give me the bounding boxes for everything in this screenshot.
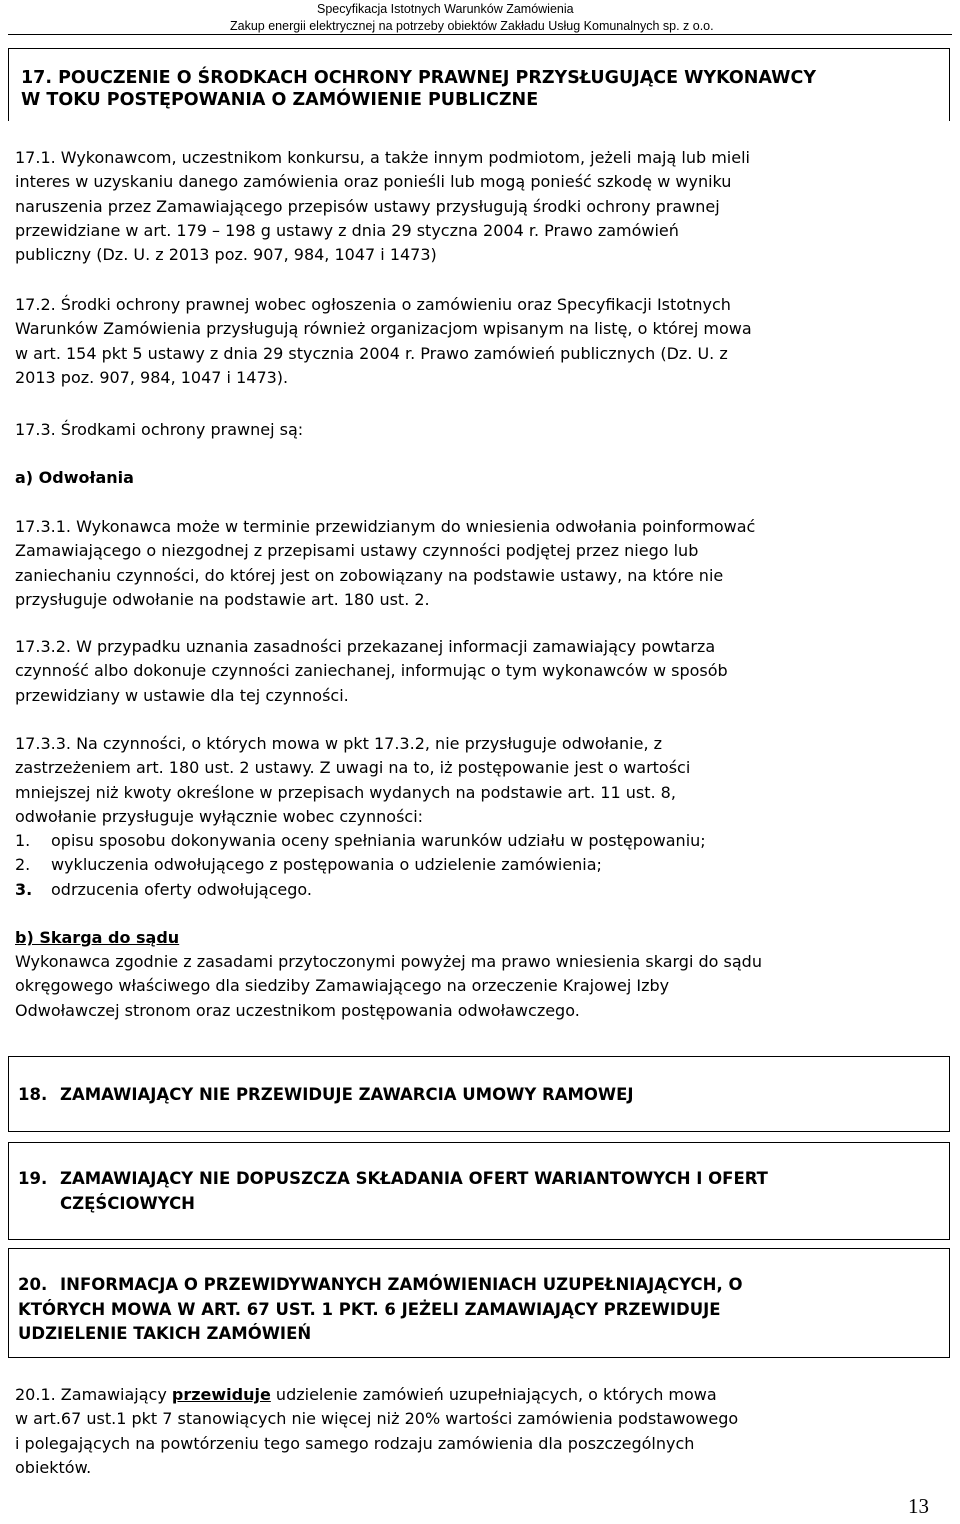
paragraph-line: 2013 poz. 907, 984, 1047 i 1473). bbox=[15, 367, 289, 387]
paragraph-line: odwołanie przysługuje wyłącznie wobec czynności: bbox=[15, 806, 424, 826]
header-title: Specyfikacja Istotnych Warunków Zamówienia bbox=[317, 2, 574, 16]
section-20-title-line1: INFORMACJA O PRZEWIDYWANYCH ZAMÓWIENIACH UZUPEŁNIAJĄCYCH, O bbox=[60, 1275, 743, 1294]
paragraph-line: przewidziane w art. 179 – 198 g ustawy z dnia 29 styczna 2004 r. Prawo zamówień bbox=[15, 220, 679, 240]
emphasis-przewiduje: przewiduje bbox=[171, 1385, 271, 1404]
section-19-heading bbox=[18, 1167, 943, 1216]
paragraph-line bbox=[15, 1383, 935, 1407]
section-19-number: 19. bbox=[18, 1169, 48, 1188]
paragraph-line: 17.2. Środki ochrony prawnej wobec ogłoszenia o zamówieniu oraz Specyfikacji Istotnych bbox=[15, 295, 731, 314]
section-20-number: 20. bbox=[18, 1275, 48, 1294]
paragraph-line: 17.3.3. Na czynności, o których mowa w pkt 17.3.2, nie przysługuje odwołanie, z bbox=[15, 734, 663, 753]
section-18-title: ZAMAWIAJĄCY NIE PRZEWIDUJE ZAWARCIA UMOWY RAMOWEJ bbox=[60, 1085, 634, 1104]
paragraph-20-1 bbox=[15, 1383, 935, 1480]
subheading-odwolania: a) Odwołania bbox=[15, 468, 134, 487]
section-17-heading-box bbox=[8, 48, 950, 121]
paragraph-line: interes w uzyskaniu danego zamówienia oraz ponieśli lub mogą ponieść szkodę w wyniku bbox=[15, 172, 732, 192]
section-18-number: 18. bbox=[18, 1085, 48, 1104]
section-17-heading-line1: 17. POUCZENIE O ŚRODKACH OCHRONY PRAWNEJ PRZYSŁUGUJĄCE WYKONAWCY bbox=[21, 68, 816, 88]
header-subtitle: Zakup energii elektrycznej na potrzeby obiektów Zakładu Usług Komunalnych sp. z o.o. bbox=[230, 19, 714, 33]
list-item-text: wykluczenia odwołującego z postępowania o udzielenie zamówienia; bbox=[51, 855, 602, 875]
paragraph-line: 17.3.2. W przypadku uznania zasadności przekazanej informacji zamawiający powtarza bbox=[15, 637, 716, 656]
paragraph-line: Zamawiającego o niezgodnej z przepisami ustawy czynności podjętej przez niego lub bbox=[15, 541, 699, 561]
subheading-skarga: b) Skarga do sądu bbox=[15, 928, 180, 947]
paragraph-line: Warunków Zamówienia przysługują również organizacjom wpisanym na listę, o której mowa bbox=[15, 319, 752, 339]
section-19-title-line2: CZĘŚCIOWYCH bbox=[60, 1193, 195, 1213]
paragraph-line: 17.3.1. Wykonawca może w terminie przewidzianym do wniesienia odwołania poinformować bbox=[15, 517, 756, 536]
paragraph-skarga bbox=[15, 950, 950, 1023]
page-number: 13 bbox=[908, 1494, 929, 1518]
list-item-number: 2. bbox=[15, 855, 31, 875]
paragraph-line: okręgowego właściwego dla siedziby Zamawiającego na orzeczenie Krajowej Izby bbox=[15, 976, 670, 996]
paragraph-line: naruszenia przez Zamawiającego przepisów ustawy przysługują środki ochrony prawnej bbox=[15, 196, 720, 216]
running-header bbox=[0, 0, 960, 36]
paragraph-line: Wykonawca zgodnie z zasadami przytoczonymi powyżej ma prawo wniesienia skargi do sądu bbox=[15, 952, 762, 971]
list-item bbox=[15, 829, 950, 853]
section-20-title-line2: KTÓRYCH MOWA W ART. 67 UST. 1 PKT. 6 JEŻELI ZAMAWIAJĄCY PRZEWIDUJE bbox=[18, 1299, 721, 1319]
section-18-heading bbox=[18, 1083, 943, 1108]
section-20-box bbox=[8, 1248, 950, 1358]
paragraph-17-2 bbox=[15, 293, 950, 390]
paragraph-17-3-3 bbox=[15, 732, 950, 902]
paragraph-line: przewidziany w ustawie dla tej czynności. bbox=[15, 685, 349, 705]
paragraph-line: mniejszej niż kwoty określone w przepisach wydanych na podstawie art. 11 ust. 8, bbox=[15, 782, 676, 802]
paragraph-line: przysługuje odwołanie na podstawie art. 180 ust. 2. bbox=[15, 589, 430, 609]
section-20-title-line3: UDZIELENIE TAKICH ZAMÓWIEŃ bbox=[18, 1324, 312, 1343]
paragraph-17-3-2 bbox=[15, 635, 950, 708]
paragraph-line: w art.67 ust.1 pkt 7 stanowiących nie więcej niż 20% wartości zamówienia podstawowego bbox=[15, 1409, 739, 1429]
paragraph-line: publiczny (Dz. U. z 2013 poz. 907, 984, 1047 i 1473) bbox=[15, 245, 437, 265]
section-17-heading-line2: W TOKU POSTĘPOWANIA O ZAMÓWIENIE PUBLICZNE bbox=[21, 90, 539, 110]
paragraph-20-1-suffix: udzielenie zamówień uzupełniających, o których mowa bbox=[270, 1385, 717, 1404]
paragraph-line: i polegających na powtórzeniu tego samego rodzaju zamówienia dla poszczególnych bbox=[15, 1433, 695, 1453]
list-item-text: opisu sposobu dokonywania oceny spełniania warunków udziału w postępowaniu; bbox=[51, 831, 706, 851]
paragraph-line: w art. 154 pkt 5 ustawy z dnia 29 stycznia 2004 r. Prawo zamówień publicznych (Dz. U. z bbox=[15, 343, 728, 363]
paragraph-20-1-prefix: 20.1. Zamawiający bbox=[15, 1385, 172, 1404]
paragraph-line: zaniechaniu czynności, do której jest on zobowiązany na podstawie ustawy, na które nie bbox=[15, 565, 724, 585]
list-item bbox=[15, 878, 950, 902]
section-19-box bbox=[8, 1142, 950, 1240]
paragraph-17-3: 17.3. Środkami ochrony prawnej są: bbox=[15, 420, 304, 439]
section-18-box bbox=[8, 1056, 950, 1132]
list-item-number: 1. bbox=[15, 831, 31, 851]
paragraph-line: obiektów. bbox=[15, 1457, 92, 1477]
list-item bbox=[15, 853, 950, 877]
paragraph-line: 17.1. Wykonawcom, uczestnikom konkursu, a także innym podmiotom, jeżeli mają lub mieli bbox=[15, 148, 750, 167]
paragraph-line: zastrzeżeniem art. 180 ust. 2 ustawy. Z uwagi na to, iż postępowanie jest o wartości bbox=[15, 758, 691, 778]
list-item-text: odrzucenia oferty odwołującego. bbox=[51, 879, 312, 899]
section-20-heading bbox=[18, 1273, 943, 1347]
section-19-title-line1: ZAMAWIAJĄCY NIE DOPUSZCZA SKŁADANIA OFERT WARIANTOWYCH I OFERT bbox=[60, 1169, 768, 1188]
section-17-heading bbox=[21, 67, 941, 111]
paragraph-line: Odwoławczej stronom oraz uczestnikom postępowania odwoławczego. bbox=[15, 1000, 580, 1020]
list-item-number: 3. bbox=[15, 879, 33, 899]
paragraph-17-1 bbox=[15, 146, 950, 267]
paragraph-17-3-1 bbox=[15, 515, 950, 612]
header-rule bbox=[8, 34, 952, 35]
paragraph-line: czynność albo dokonuje czynności zaniechanej, informując o tym wykonawców w sposób bbox=[15, 661, 728, 681]
